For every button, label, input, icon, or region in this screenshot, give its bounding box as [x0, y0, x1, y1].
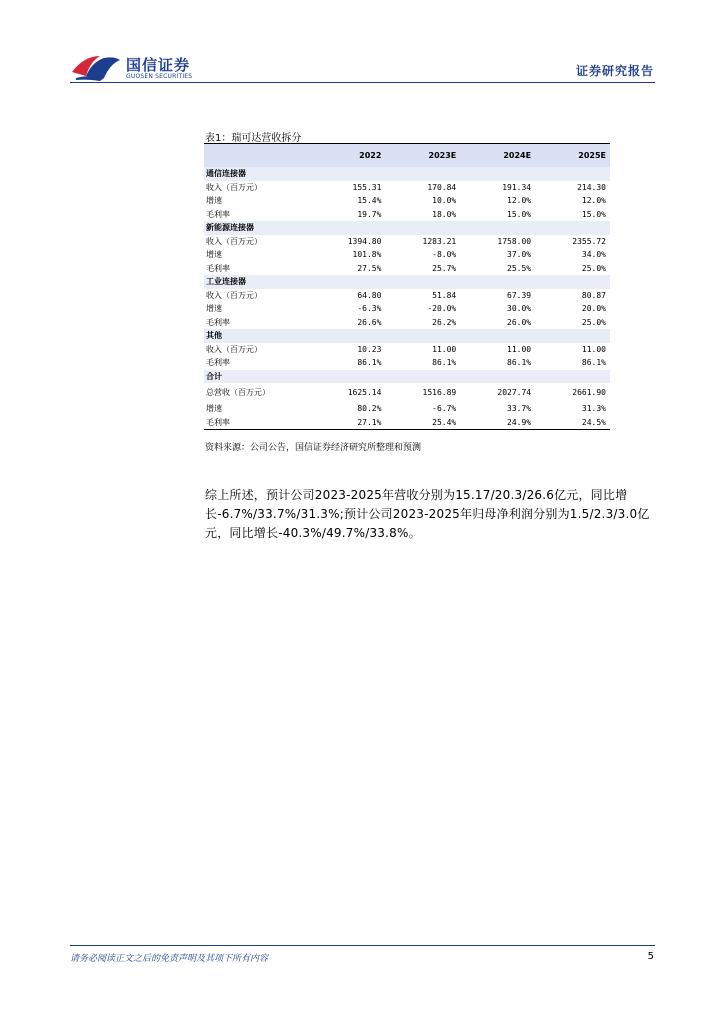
column-header: [204, 144, 311, 168]
cell-value: 1758.00: [460, 235, 535, 249]
cell-value: 19.7%: [311, 208, 386, 222]
section-row: [204, 370, 610, 384]
cell-value: 2661.90: [535, 383, 610, 402]
cell-value: 11.00: [460, 343, 535, 357]
column-header: 2025E: [535, 144, 610, 168]
section-label: 通信连接器: [204, 167, 610, 181]
cell-value: 31.3%: [535, 402, 610, 416]
guosen-logo: [70, 52, 200, 84]
guosen-logo-icon: [70, 52, 122, 82]
section-row: [204, 221, 610, 235]
column-header: 2023E: [385, 144, 460, 168]
footer-divider: [70, 945, 655, 946]
cell-value: 10.0%: [385, 194, 460, 208]
table-row: [204, 208, 610, 222]
cell-value: 86.1%: [385, 356, 460, 370]
cell-value: 25.5%: [460, 262, 535, 276]
section-label: 新能源连接器: [204, 221, 610, 235]
cell-value: 15.0%: [460, 208, 535, 222]
table-title: 表1：瑞可达营收拆分: [205, 133, 302, 144]
cell-value: 27.1%: [311, 416, 386, 430]
cell-value: 34.0%: [535, 248, 610, 262]
cell-value: 15.4%: [311, 194, 386, 208]
section-label: 工业连接器: [204, 275, 610, 289]
cell-value: 30.0%: [460, 302, 535, 316]
row-label: 毛利率: [204, 316, 311, 330]
section-row: [204, 275, 610, 289]
cell-value: 67.39: [460, 289, 535, 303]
column-header: 2024E: [460, 144, 535, 168]
table-row: [204, 316, 610, 330]
table-source-note: 资料来源：公司公告，国信证券经济研究所整理和预测: [205, 443, 422, 453]
cell-value: -6.3%: [311, 302, 386, 316]
revenue-breakdown-table: [204, 143, 610, 430]
row-label: 毛利率: [204, 208, 311, 222]
page-header: [0, 0, 724, 90]
column-header: 2022: [311, 144, 386, 168]
table-row: [204, 302, 610, 316]
table-row: [204, 235, 610, 249]
row-label: 收入（百万元）: [204, 181, 311, 195]
cell-value: 11.00: [535, 343, 610, 357]
cell-value: 86.1%: [535, 356, 610, 370]
row-label: 增速: [204, 248, 311, 262]
cell-value: 20.0%: [535, 302, 610, 316]
section-row: [204, 329, 610, 343]
table-row: [204, 343, 610, 357]
cell-value: 1283.21: [385, 235, 460, 249]
cell-value: 10.23: [311, 343, 386, 357]
section-row: [204, 167, 610, 181]
cell-value: 12.0%: [460, 194, 535, 208]
table-row: [204, 248, 610, 262]
cell-value: 11.00: [385, 343, 460, 357]
cell-value: 1516.89: [385, 383, 460, 402]
cell-value: 24.9%: [460, 416, 535, 430]
row-label: 增速: [204, 402, 311, 416]
cell-value: 191.34: [460, 181, 535, 195]
logo-text-en: GUOSEN SECURITIES: [126, 73, 193, 80]
cell-value: 27.5%: [311, 262, 386, 276]
cell-value: 37.0%: [460, 248, 535, 262]
row-label: 增速: [204, 302, 311, 316]
logo-text-cn: 国信证券: [126, 56, 191, 74]
table-row: [204, 181, 610, 195]
cell-value: 12.0%: [535, 194, 610, 208]
cell-value: 101.8%: [311, 248, 386, 262]
cell-value: 170.84: [385, 181, 460, 195]
cell-value: -8.0%: [385, 248, 460, 262]
cell-value: 26.2%: [385, 316, 460, 330]
summary-paragraph: 综上所述，预计公司2023-2025年营收分别为15.17/20.3/26.6亿元，同比增长-6.7%/33.7%/31.3%;预计公司2023-2025年归母净利润分别为1.5/2.3/3.0亿元，同比增长-40.3%/49.7%/33.8%。: [205, 488, 650, 540]
cell-value: 2355.72: [535, 235, 610, 249]
cell-value: 26.6%: [311, 316, 386, 330]
row-label: 毛利率: [204, 262, 311, 276]
cell-value: 33.7%: [460, 402, 535, 416]
cell-value: 86.1%: [460, 356, 535, 370]
cell-value: 25.0%: [535, 316, 610, 330]
row-label: 收入（百万元）: [204, 235, 311, 249]
cell-value: 15.0%: [535, 208, 610, 222]
cell-value: 51.84: [385, 289, 460, 303]
cell-value: 26.0%: [460, 316, 535, 330]
table-row: [204, 416, 610, 430]
row-label: 总营收（百万元）: [204, 383, 311, 402]
table-row: [204, 402, 610, 416]
cell-value: 80.87: [535, 289, 610, 303]
table-header-row: [204, 144, 610, 168]
cell-value: 18.0%: [385, 208, 460, 222]
row-label: 收入（百万元）: [204, 289, 311, 303]
cell-value: 64.80: [311, 289, 386, 303]
cell-value: 155.31: [311, 181, 386, 195]
cell-value: -20.0%: [385, 302, 460, 316]
cell-value: 214.30: [535, 181, 610, 195]
table-row: [204, 262, 610, 276]
header-divider: [70, 82, 655, 83]
cell-value: 80.2%: [311, 402, 386, 416]
row-label: 毛利率: [204, 416, 311, 430]
row-label: 收入（百万元）: [204, 343, 311, 357]
report-type-label: 证券研究报告: [575, 64, 654, 78]
table-row: [204, 194, 610, 208]
section-label: 其他: [204, 329, 610, 343]
cell-value: 24.5%: [535, 416, 610, 430]
table-row: [204, 356, 610, 370]
table-row: [204, 289, 610, 303]
cell-value: 25.4%: [385, 416, 460, 430]
page-number: 5: [647, 951, 654, 962]
cell-value: 25.7%: [385, 262, 460, 276]
table-row: [204, 383, 610, 402]
row-label: 增速: [204, 194, 311, 208]
cell-value: 86.1%: [311, 356, 386, 370]
cell-value: 1394.80: [311, 235, 386, 249]
cell-value: 1625.14: [311, 383, 386, 402]
section-label: 合计: [204, 370, 610, 384]
cell-value: -6.7%: [385, 402, 460, 416]
cell-value: 25.0%: [535, 262, 610, 276]
row-label: 毛利率: [204, 356, 311, 370]
disclaimer-note: 请务必阅读正文之后的免责声明及其项下所有内容: [70, 954, 269, 964]
cell-value: 2027.74: [460, 383, 535, 402]
